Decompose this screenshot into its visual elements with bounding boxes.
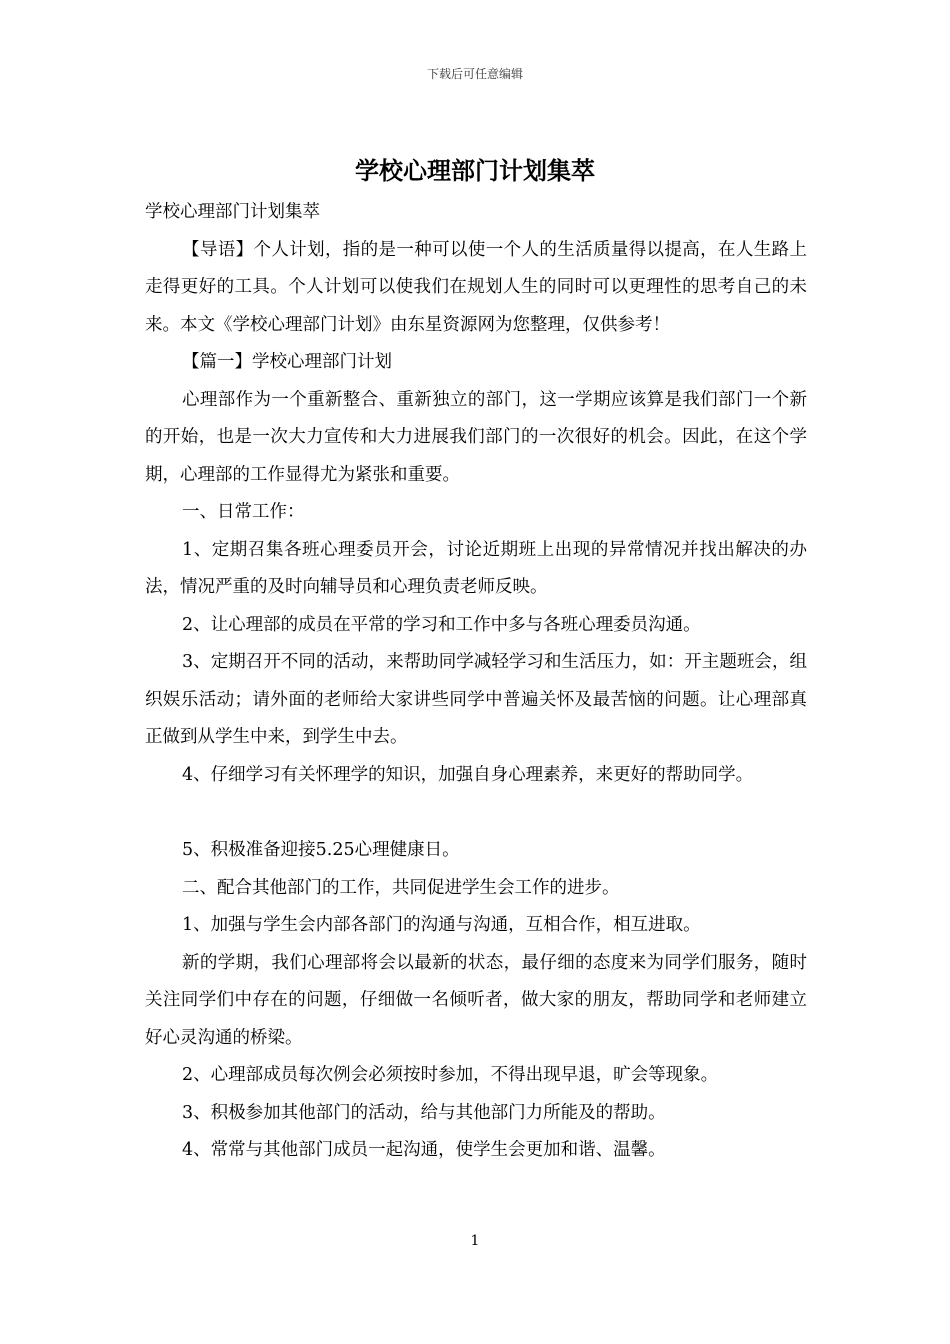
body-paragraph: 心理部作为一个重新整合、重新独立的部门，这一学期应该算是我们部门一个新的开始，也是一次大力宣传和大力进展我们部门的一次很好的机会。因此，在这个学期，心理部的工作显得尤为紧张和重要。	[145, 389, 807, 485]
page-header-note: 下载后可任意编辑	[426, 67, 523, 81]
body-paragraph-new-semester: 新的学期，我们心理部将会以最新的状态，最仔细的态度来为同学们服务，随时关注同学们中存在的问题，仔细做一名倾听者，做大家的朋友，帮助同学和老师建立好心灵沟通的桥梁。	[145, 952, 807, 1048]
list-item-5: 5、积极准备迎接5.25心理健康日。	[182, 840, 460, 860]
section-heading-part-one: 【篇一】学校心理部门计划	[182, 352, 392, 372]
document-title: 学校心理部门计划集萃	[355, 157, 595, 185]
list-item-2: 2、让心理部的成员在平常的学习和工作中多与各班心理委员沟通。	[182, 614, 701, 635]
list-item-cooperation-4: 4、常常与其他部门成员一起沟通，使学生会更加和谐、温馨。	[182, 1140, 666, 1160]
list-item-cooperation-1: 1、加强与学生会内部各部门的沟通与沟通，互相合作，相互进取。	[182, 915, 701, 935]
page-number: 1	[470, 1233, 480, 1249]
list-item-4: 4、仔细学习有关怀理学的知识，加强自身心理素养，来更好的帮助同学。	[182, 764, 754, 785]
intro-paragraph: 【导语】个人计划，指的是一种可以使一个人的生活质量得以提高，在人生路上走得更好的工具。个人计划可以使我们在规划人生的同时可以更理性的思考自己的未来。本文《学校心理部门计划》由东星资源网为您整理，仅供参考！	[145, 239, 807, 335]
list-item-3: 3、定期召开不同的活动，来帮助同学减轻学习和生活压力，如：开主题班会，组织娱乐活动；请外面的老师给大家讲些同学中普遍关怀及最苦恼的问题。让心理部真正做到从学生中来，到学生中去。	[145, 652, 807, 747]
subtitle-paragraph: 学校心理部门计划集萃	[145, 202, 320, 222]
section-heading-daily-work: 一、日常工作：	[182, 502, 305, 522]
document-body	[145, 194, 807, 1170]
section-heading-cooperation: 二、配合其他部门的工作，共同促进学生会工作的进步。	[182, 877, 620, 898]
blank-line	[145, 794, 807, 832]
list-item-cooperation-3: 3、积极参加其他部门的活动，给与其他部门力所能及的帮助。	[182, 1102, 666, 1123]
list-item-1: 1、定期召集各班心理委员开会，讨论近期班上出现的异常情况并找出解决的办法，情况严重的及时向辅导员和心理负责老师反映。	[145, 539, 807, 597]
list-item-cooperation-2: 2、心理部成员每次例会必须按时参加，不得出现早退，旷会等现象。	[182, 1065, 719, 1085]
